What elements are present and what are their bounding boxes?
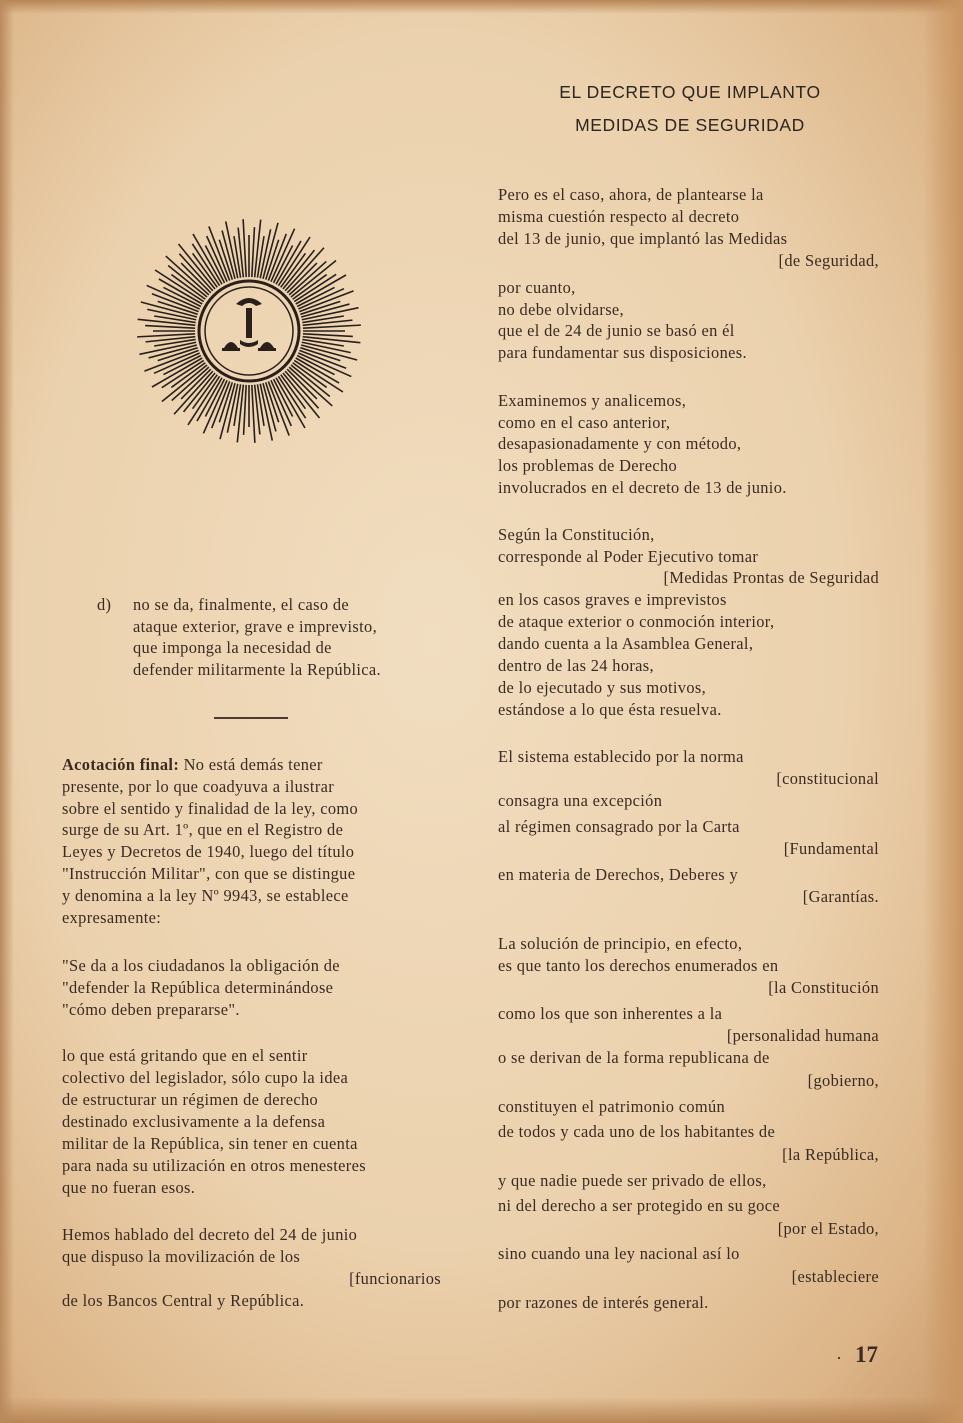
right-text-line: de ataque exterior o conmoción interior, (498, 612, 775, 631)
item-d-line: no se da, finalmente, el caso de (133, 595, 350, 614)
acotacion-line: expresamente: (62, 908, 162, 927)
acotacion-label: Acotación final: (62, 755, 180, 774)
right-text-line: misma cuestión respecto al decreto (498, 207, 740, 226)
emblem-ray (138, 319, 196, 325)
right-text-line: [estableciere (791, 1267, 879, 1286)
right-text-line: para fundamentar sus disposiciones. (498, 343, 747, 362)
right-text-line: en materia de Derechos, Deberes y (498, 865, 738, 884)
paragraph-line: destinado exclusivamente a la defensa (62, 1112, 326, 1131)
right-text-line: o se derivan de la forma republicana de (498, 1048, 770, 1067)
right-text-line: de lo ejecutado y sus motivos, (498, 678, 707, 697)
item-d-line: que imponga la necesidad de (133, 638, 332, 657)
right-text-line: [Fundamental (783, 839, 879, 858)
right-text-line: [la República, (782, 1145, 879, 1164)
right-text-line: por cuanto, (498, 278, 576, 297)
paragraph-line: para nada su utilización en otros menesteres (62, 1156, 366, 1175)
paragraph-line: colectivo del legislador, sólo cupo la idea (62, 1068, 349, 1087)
emblem-ray (268, 234, 286, 281)
right-text-line: Examinemos y analicemos, (498, 391, 687, 410)
acotacion-line: surge de su Art. 1º, que en el Registro de (62, 820, 344, 839)
right-text-line: [por el Estado, (777, 1219, 879, 1238)
emblem-ray (255, 220, 261, 278)
article-heading-line1: EL DECRETO QUE IMPLANTO (559, 82, 821, 102)
right-text-line: [la Constitución (768, 978, 879, 997)
page-edge-left (0, 0, 14, 1423)
quote-line: "Se da a los ciudadanos la obligación de (62, 956, 340, 975)
acotacion-line: Leyes y Decretos de 1940, luego del título (62, 842, 355, 861)
emblem-ray (145, 326, 195, 329)
right-text-line: no debe olvidarse, (498, 300, 625, 319)
right-text-line: desapasionadamente y con método, (498, 434, 742, 453)
right-text-line: los problemas de Derecho (498, 456, 678, 475)
right-text-line: por razones de interés general. (498, 1293, 709, 1312)
paragraph-line: que no fueran esos. (62, 1178, 196, 1197)
right-text-line: [personalidad humana (726, 1026, 879, 1045)
emblem-ray (137, 334, 195, 337)
emblem-ray (252, 385, 255, 443)
right-text-line: Pero es el caso, ahora, de plantearse la (498, 185, 764, 204)
right-text-line: estándose a lo que ésta resuelva. (498, 700, 722, 719)
page-edge-bottom (0, 1397, 963, 1423)
acotacion-line: sobre el sentido y finalidad de la ley, como (62, 799, 359, 818)
item-d-line: defender militarmente la República. (133, 660, 381, 679)
right-text-line: Según la Constitución, (498, 525, 655, 544)
paragraph-line: militar de la República, sin tener en cuenta (62, 1134, 358, 1153)
right-text-line: como los que son inherentes a la (498, 1004, 723, 1023)
right-text-line: [Garantías. (802, 887, 879, 906)
closing-line: [funcionarios (349, 1269, 441, 1288)
paragraph-line: de estructurar un régimen de derecho (62, 1090, 319, 1109)
acotacion-first-text: No está demás tener (179, 755, 323, 774)
page-edge-top (0, 0, 963, 14)
page-edge-right (923, 0, 963, 1423)
emblem-ray (244, 385, 247, 435)
emblem-ray (212, 381, 230, 428)
acotacion-line: presente, por lo que coadyuva a ilustrar (62, 777, 335, 796)
article-heading-line2: MEDIDAS DE SEGURIDAD (575, 115, 805, 135)
emblem-ray (299, 350, 346, 368)
right-text-line: del 13 de junio, que implantó las Medidas (498, 229, 788, 248)
page-number: 17 (855, 1342, 878, 1367)
section-divider (214, 717, 288, 719)
right-text-line: La solución de principio, en efecto, (498, 934, 743, 953)
right-text-line: de todos y cada uno de los habitantes de (498, 1122, 776, 1141)
page-number-mark: · (836, 1348, 842, 1368)
right-text-line: y que nadie puede ser privado de ellos, (498, 1171, 767, 1190)
right-text-line: es que tanto los derechos enumerados en (498, 956, 779, 975)
paragraph-line: lo que está gritando que en el sentir (62, 1046, 308, 1065)
quote-line: "cómo deben prepararse". (62, 1000, 240, 1019)
right-text-line: que el de 24 de junio se basó en él (498, 321, 735, 340)
right-text-line: en los casos graves e imprevistos (498, 590, 727, 609)
emblem-ray (303, 337, 361, 343)
acotacion-line: "Instrucción Militar", con que se distingue (62, 864, 356, 883)
right-text-line: [gobierno, (807, 1071, 879, 1090)
right-text-line: como en el caso anterior, (498, 413, 671, 432)
right-text-line: [Medidas Prontas de Seguridad (663, 568, 879, 587)
acotacion-first-line (62, 757, 323, 773)
item-d-line: ataque exterior, grave e imprevisto, (133, 617, 378, 636)
emblem-ray (237, 385, 243, 443)
sunburst-scales-emblem-icon (136, 218, 362, 444)
right-text-line: El sistema establecido por la norma (498, 747, 744, 766)
quote-line: "defender la República determinándose (62, 978, 334, 997)
right-text-line: corresponde al Poder Ejecutivo tomar (498, 547, 759, 566)
emblem-ray (152, 294, 199, 312)
closing-line: que dispuso la movilización de los (62, 1247, 301, 1266)
emblem-ray (252, 227, 255, 277)
closing-line: de los Bancos Central y República. (62, 1291, 305, 1310)
right-text-line: [de Seguridad, (778, 251, 879, 270)
right-text-line: constituyen el patrimonio común (498, 1097, 726, 1116)
emblem-ray (303, 334, 353, 337)
right-text-line: sino cuando una ley nacional así lo (498, 1244, 740, 1263)
closing-line: Hemos hablado del decreto del 24 de junio (62, 1225, 358, 1244)
acotacion-line: y denomina a la ley Nº 9943, se establece (62, 886, 349, 905)
right-text-line: ni del derecho a ser protegido en su goce (498, 1196, 780, 1215)
right-text-line: involucrados en el decreto de 13 de junio. (498, 478, 787, 497)
emblem-ray (303, 325, 361, 328)
right-text-line: consagra una excepción (498, 791, 663, 810)
emblem-ray (243, 219, 246, 277)
right-text-line: [constitucional (776, 769, 879, 788)
right-text-line: dando cuenta a la Asamblea General, (498, 634, 754, 653)
right-text-line: dentro de las 24 horas, (498, 656, 654, 675)
right-text-line: al régimen consagrado por la Carta (498, 817, 740, 836)
list-marker: d) (97, 595, 112, 614)
